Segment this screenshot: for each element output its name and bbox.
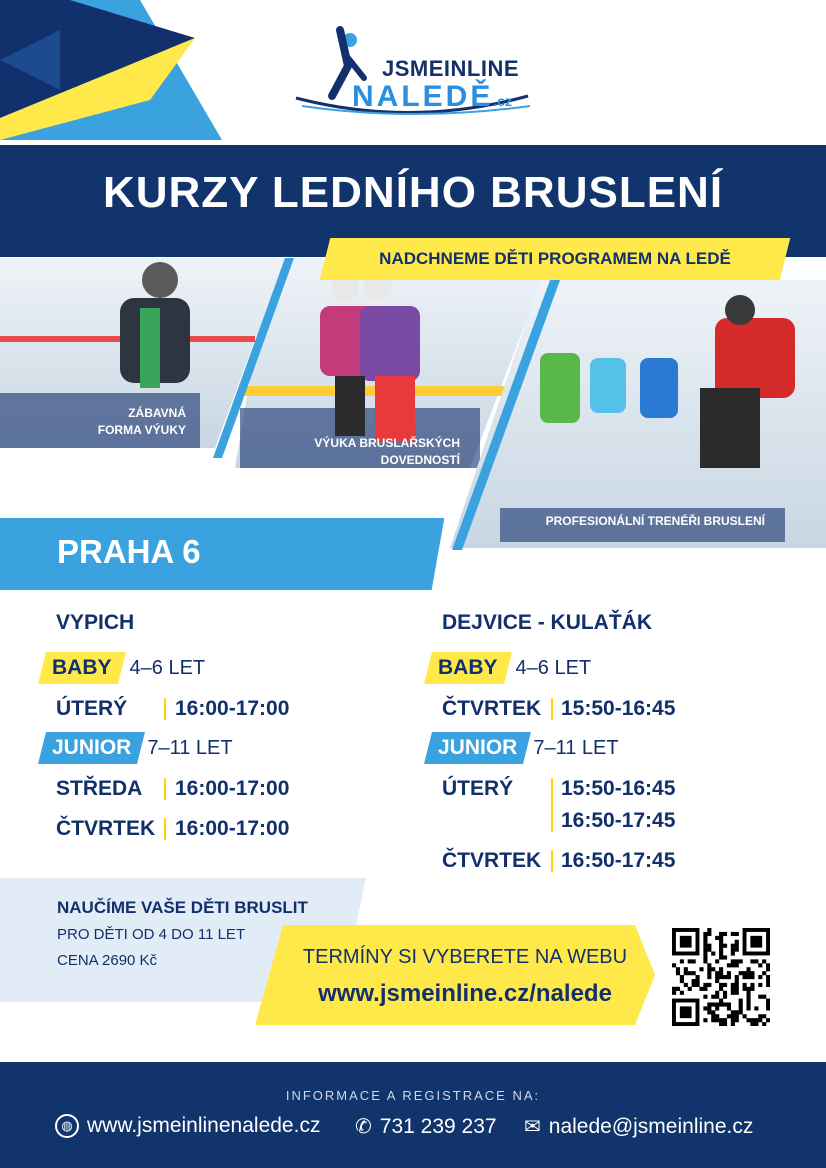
age-range: 7–11 LET	[147, 736, 233, 759]
schedule-day: ČTVRTEK	[442, 849, 542, 872]
photo-label-1: ZÁBAVNÁ FORMA VÝUKY	[97, 406, 186, 437]
separator	[551, 778, 553, 832]
separator	[551, 850, 553, 872]
schedule-time: 15:50-16:45	[561, 777, 676, 800]
page-subtitle: NADCHNEME DĚTI PROGRAMEM NA LEDĚ	[379, 249, 731, 268]
footer-website[interactable]	[55, 1114, 320, 1138]
info-headline: NAUČÍME VAŠE DĚTI BRUSLIT	[57, 898, 308, 917]
info-age: PRO DĚTI OD 4 DO 11 LET	[57, 926, 246, 943]
baby-group-1	[42, 652, 205, 684]
junior-tag: JUNIOR	[424, 732, 531, 764]
separator	[551, 698, 553, 720]
separator	[164, 698, 166, 720]
junior-group-1	[42, 732, 233, 764]
separator	[164, 818, 166, 840]
info-price: CENA 2690 Kč	[57, 952, 158, 969]
qr-code-graphic	[672, 928, 770, 1026]
city-name: PRAHA 6	[57, 533, 201, 570]
baby-tag: BABY	[424, 652, 511, 684]
photo-label-2: VÝUKA BRUSLAŘSKÝCH DOVEDNOSTÍ	[314, 436, 460, 467]
footer-email[interactable]	[524, 1114, 753, 1139]
web-banner	[255, 925, 660, 1027]
logo-text-line2: NALEDĚ.cz	[352, 80, 513, 113]
baby-tag: BABY	[38, 652, 125, 684]
schedule-time: 16:00-17:00	[175, 777, 290, 800]
schedule-day: ČTVRTEK	[56, 817, 156, 840]
location-name-2: DEJVICE - KULAŤÁK	[442, 611, 653, 634]
schedule-time: 16:00-17:00	[175, 697, 290, 720]
baby-group-2	[428, 652, 591, 684]
phone-icon: ✆	[355, 1116, 372, 1138]
email-link[interactable]: nalede@jsmeinline.cz	[548, 1114, 754, 1138]
junior-tag: JUNIOR	[38, 732, 145, 764]
footer-label: INFORMACE A REGISTRACE NA:	[285, 1088, 541, 1103]
age-range: 4–6 LET	[515, 656, 592, 679]
schedule-time: 16:50-17:45	[561, 809, 676, 832]
schedule-time: 16:50-17:45	[561, 849, 676, 872]
separator	[164, 778, 166, 800]
web-cta: TERMÍNY SI VYBERETE NA WEBU	[302, 946, 628, 968]
envelope-icon: ✉	[524, 1116, 541, 1138]
age-range: 4–6 LET	[129, 656, 206, 679]
schedule-day: STŘEDA	[56, 777, 143, 800]
qr-code	[672, 928, 770, 1026]
web-url-link[interactable]: www.jsmeinline.cz/nalede	[318, 980, 612, 1007]
globe-icon: ◍	[55, 1114, 79, 1138]
schedule-day: ČTVRTEK	[442, 697, 542, 720]
schedule-day: ÚTERÝ	[56, 697, 128, 720]
footer-phone[interactable]	[355, 1114, 497, 1139]
logo-text-line1: JSMEINLINE	[382, 56, 520, 81]
schedule-day: ÚTERÝ	[442, 777, 514, 800]
page-title: KURZY LEDNÍHO BRUSLENÍ	[102, 168, 724, 217]
website-link[interactable]: www.jsmeinlinenalede.cz	[87, 1114, 321, 1137]
photo-label-3: PROFESIONÁLNÍ TRENÉŘI BRUSLENÍ	[545, 514, 765, 528]
corner-decoration	[0, 0, 240, 150]
junior-group-2	[428, 732, 619, 764]
phone-number[interactable]: 731 239 237	[379, 1114, 497, 1138]
schedule-time: 16:00-17:00	[175, 817, 290, 840]
age-range: 7–11 LET	[533, 736, 619, 759]
schedule-time: 15:50-16:45	[561, 697, 676, 720]
location-name-1: VYPICH	[56, 611, 135, 634]
